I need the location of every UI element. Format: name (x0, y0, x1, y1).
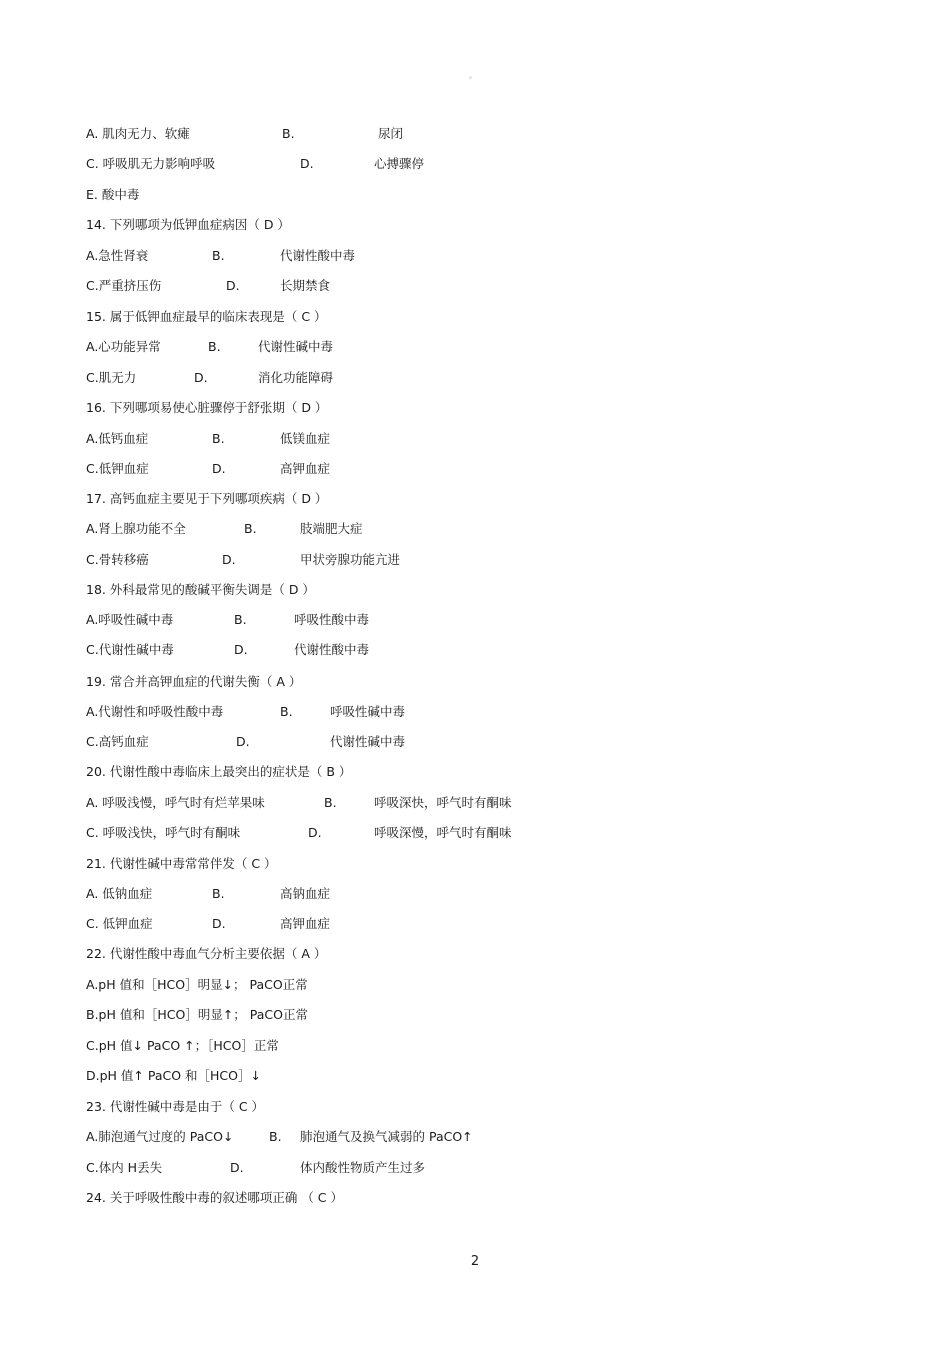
option-text: 呼吸深快，呼气时有酮味 (374, 795, 512, 810)
line-text: 14. 下列哪项为低钾血症病因（ D ） (86, 217, 290, 232)
option-text: 长期禁食 (280, 278, 331, 293)
option-label: D. (222, 552, 236, 567)
option-label: D. (226, 278, 240, 293)
option-text: 低镁血症 (280, 431, 331, 446)
line-text: A.pH 值和［HCO］明显↓； PaCO正常 (86, 977, 308, 992)
line-text: A.急性肾衰 (86, 248, 149, 263)
line-text: 22. 代谢性酸中毒血气分析主要依据（ A ） (86, 946, 327, 961)
option-text: 高钾血症 (280, 461, 331, 476)
line-text: 24. 关于呼吸性酸中毒的叙述哪项正确 （ C ） (86, 1190, 344, 1205)
line-text: A.呼吸性碱中毒 (86, 612, 174, 627)
option-label: B. (212, 248, 225, 263)
line-text: 18. 外科最常见的酸碱平衡失调是（ D ） (86, 582, 315, 597)
line-text: A.肺泡通气过度的 PaCO↓ (86, 1129, 234, 1144)
option-text: 代谢性碱中毒 (330, 734, 406, 749)
option-text: 呼吸性碱中毒 (330, 704, 406, 719)
option-label: B. (208, 339, 221, 354)
line-text: 23. 代谢性碱中毒是由于（ C ） (86, 1099, 265, 1114)
option-text: 代谢性酸中毒 (294, 642, 370, 657)
line-text: A.代谢性和呼吸性酸中毒 (86, 704, 224, 719)
option-text: 肺泡通气及换气减弱的 PaCO↑ (300, 1129, 473, 1144)
line-text: C.低钾血症 (86, 461, 149, 476)
option-text: 高钾血症 (280, 916, 331, 931)
option-label: D. (194, 370, 208, 385)
line-text: 21. 代谢性碱中毒常常伴发（ C ） (86, 856, 277, 871)
option-label: B. (244, 521, 257, 536)
line-text: C.严重挤压伤 (86, 278, 162, 293)
option-label: B. (280, 704, 293, 719)
option-text: 尿闭 (378, 126, 404, 141)
line-text: C. 低钾血症 (86, 916, 153, 931)
line-text: C.代谢性碱中毒 (86, 642, 174, 657)
line-text: 20. 代谢性酸中毒临床上最突出的症状是（ B ） (86, 764, 352, 779)
line-text: A.心功能异常 (86, 339, 161, 354)
line-text: 16. 下列哪项易使心脏骤停于舒张期（ D ） (86, 400, 328, 415)
line-text: C. 呼吸肌无力影响呼吸 (86, 156, 216, 171)
option-label: D. (308, 825, 322, 840)
line-text: A.低钙血症 (86, 431, 149, 446)
line-text: C.pH 值↓ PaCO ↑；［HCO］正常 (86, 1038, 279, 1053)
option-label: B. (212, 886, 225, 901)
option-label: B. (282, 126, 295, 141)
option-label: B. (269, 1129, 282, 1144)
option-text: 代谢性酸中毒 (280, 248, 356, 263)
option-label: D. (230, 1160, 244, 1175)
option-text: 心搏骤停 (374, 156, 425, 171)
header-mark: 。 (469, 71, 477, 80)
option-text: 肢端肥大症 (300, 521, 363, 536)
line-text: C. 呼吸浅快，呼气时有酮味 (86, 825, 241, 840)
line-text: C.高钙血症 (86, 734, 149, 749)
option-label: B. (212, 431, 225, 446)
line-text: E. 酸中毒 (86, 187, 140, 202)
option-text: 体内酸性物质产生过多 (300, 1160, 426, 1175)
option-text: 代谢性碱中毒 (258, 339, 334, 354)
line-text: A. 呼吸浅慢，呼气时有烂苹果味 (86, 795, 265, 810)
option-label: D. (300, 156, 314, 171)
option-label: B. (234, 612, 247, 627)
option-label: D. (212, 461, 226, 476)
option-text: 呼吸深慢，呼气时有酮味 (374, 825, 512, 840)
line-text: A. 低钠血症 (86, 886, 153, 901)
option-label: D. (212, 916, 226, 931)
line-text: D.pH 值↑ PaCO 和［HCO］↓ (86, 1068, 261, 1083)
option-label: B. (324, 795, 337, 810)
line-text: A.肾上腺功能不全 (86, 521, 186, 536)
line-text: C.骨转移癌 (86, 552, 149, 567)
line-text: A. 肌肉无力、软瘫 (86, 126, 190, 141)
option-text: 呼吸性酸中毒 (294, 612, 370, 627)
line-text: 17. 高钙血症主要见于下列哪项疾病（ D ） (86, 491, 328, 506)
option-text: 甲状旁腺功能亢进 (300, 552, 401, 567)
option-label: D. (234, 642, 248, 657)
line-text: 19. 常合并高钾血症的代谢失衡（ A ） (86, 674, 302, 689)
option-label: D. (236, 734, 250, 749)
line-text: 15. 属于低钾血症最早的临床表现是（ C ） (86, 309, 327, 324)
option-text: 高钠血症 (280, 886, 331, 901)
option-text: 消化功能障碍 (258, 370, 334, 385)
line-text: C.体内 H丢失 (86, 1160, 163, 1175)
line-text: C.肌无力 (86, 370, 137, 385)
page-number: 2 (470, 1254, 480, 1269)
line-text: B.pH 值和［HCO］明显↑； PaCO正常 (86, 1007, 308, 1022)
